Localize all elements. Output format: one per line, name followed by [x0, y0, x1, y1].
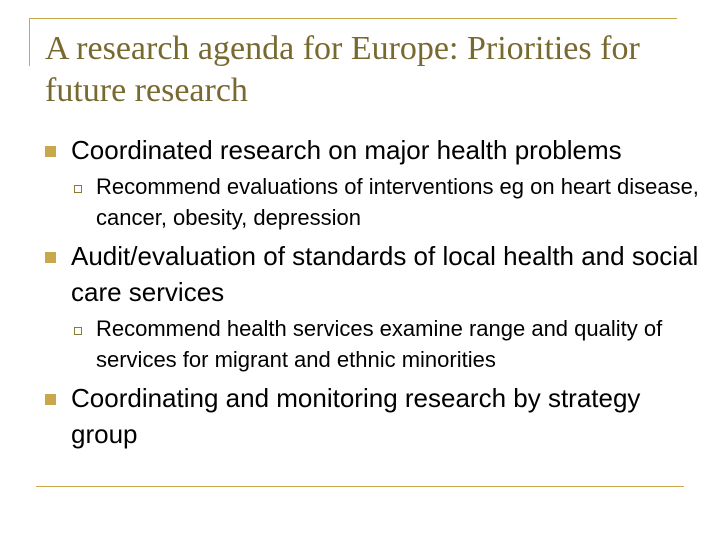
slide-body: [45, 132, 710, 452]
left-accent-tick: [29, 18, 30, 66]
hollow-square-bullet-icon: [74, 185, 82, 193]
top-accent-rule: [29, 18, 677, 19]
bullet-text: Audit/evaluation of standards of local health and social care services: [71, 241, 699, 307]
bullet-item: [45, 238, 710, 310]
bullet-item: [45, 132, 710, 168]
filled-square-bullet-icon: [45, 394, 56, 405]
bullet-text: Coordinating and monitoring research by strategy group: [71, 383, 641, 449]
bullet-text: Coordinated research on major health problems: [71, 135, 622, 165]
filled-square-bullet-icon: [45, 252, 56, 263]
sub-bullet-item: [71, 171, 710, 233]
filled-square-bullet-icon: [45, 146, 56, 157]
sub-bullet-text: Recommend health services examine range and quality of services for migrant and ethnic minorities: [96, 316, 663, 372]
sub-bullet-text: Recommend evaluations of interventions eg on heart disease, cancer, obesity, depression: [96, 174, 699, 230]
slide-title: A research agenda for Europe: Priorities for future research: [45, 30, 640, 109]
bullet-item: [45, 380, 710, 452]
sub-bullet-item: [71, 313, 710, 375]
bottom-accent-rule: [36, 486, 684, 487]
hollow-square-bullet-icon: [74, 327, 82, 335]
